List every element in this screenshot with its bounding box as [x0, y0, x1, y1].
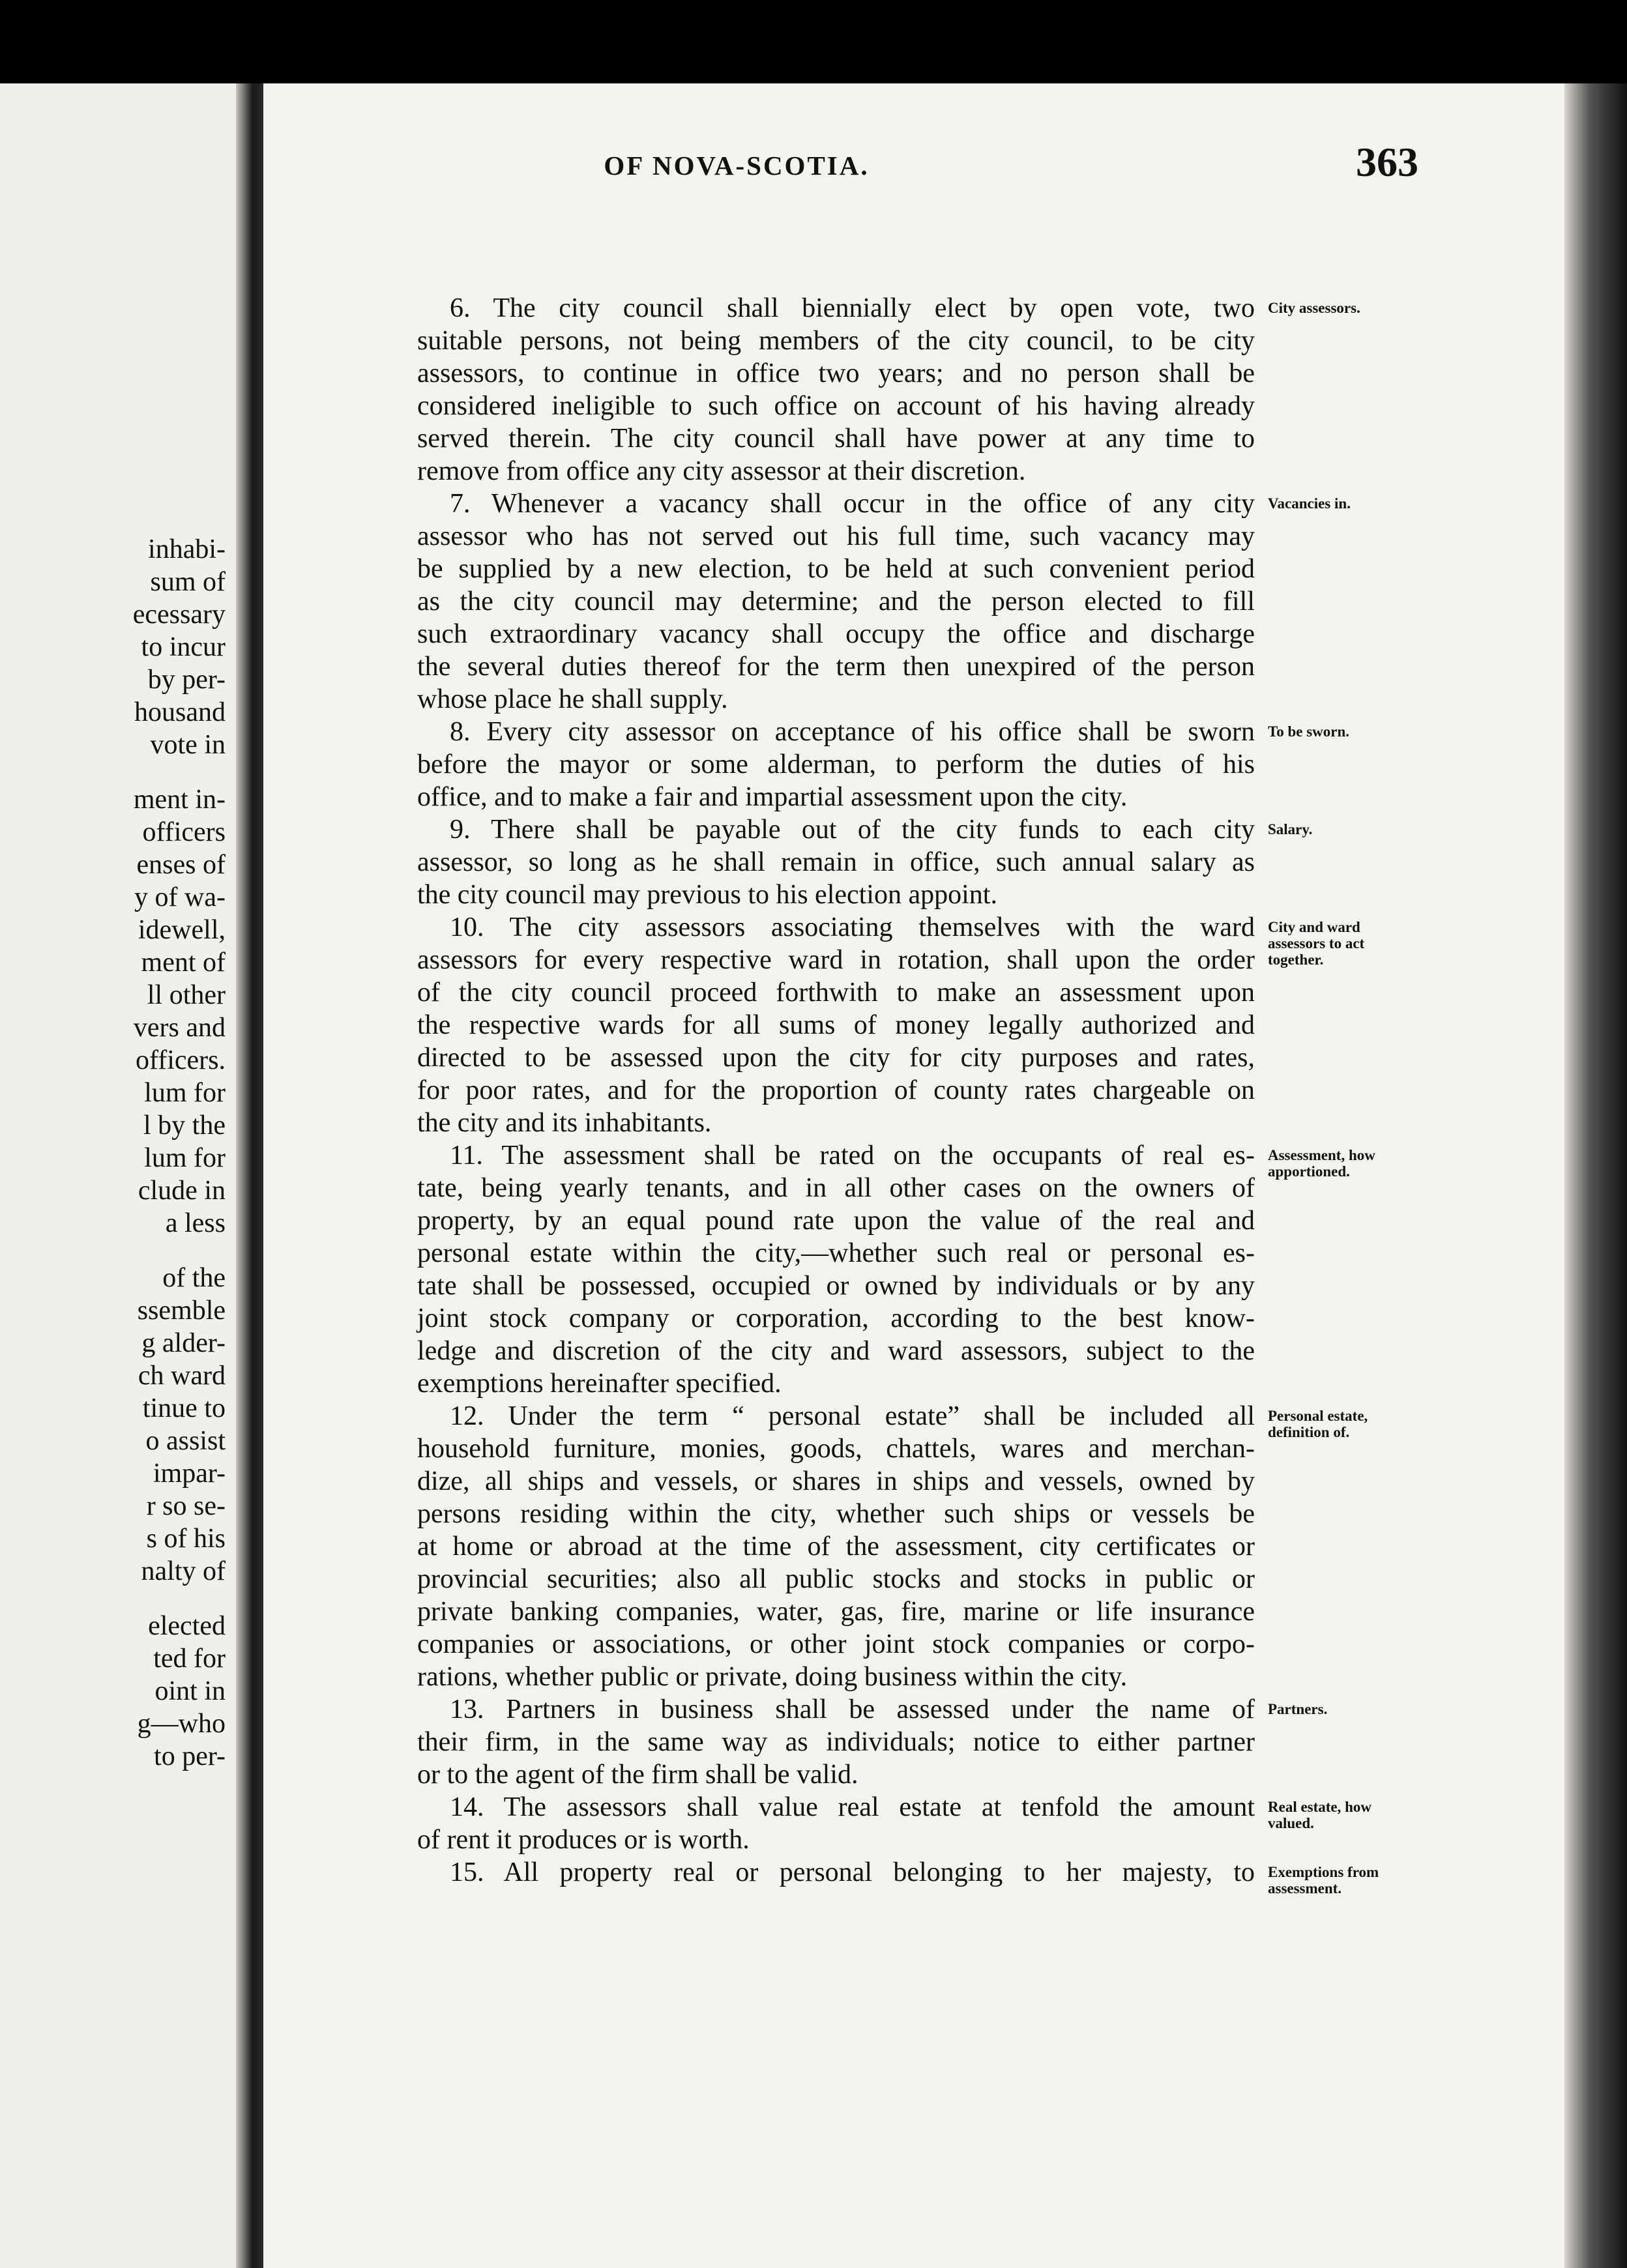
text-line: of the city council proceed forthwith to make an assessment upon	[417, 978, 1255, 1008]
text-line: assessor, so long as he shall remain in office, such annual salary as	[417, 847, 1255, 877]
text-line: dize, all ships and vessels, or shares in ships and vessels, owned by	[417, 1466, 1255, 1496]
text-line: assessors for every respective ward in rotation, shall upon the order	[417, 945, 1255, 975]
text-line: the several duties thereof for the term then unexpired of the person	[417, 652, 1255, 682]
text-line: property, by an equal pound rate upon the value of the real and	[417, 1206, 1255, 1236]
text-line: office, and to make a fair and impartial assessment upon the city.	[417, 782, 1128, 812]
left-page-text-fragment: g alder-	[141, 1328, 226, 1358]
marginal-note: Partners.	[1268, 1701, 1328, 1717]
left-page-text-fragment: vote in	[150, 730, 226, 760]
text-line: companies or associations, or other joint stock companies or corpo-	[417, 1629, 1255, 1659]
text-line: directed to be assessed upon the city for city purposes and rates,	[417, 1043, 1255, 1073]
text-line: provincial securities; also all public stocks and stocks in public or	[417, 1564, 1255, 1594]
text-line: rations, whether public or private, doing business within the city.	[417, 1662, 1128, 1692]
left-page-text-fragment: enses of	[136, 850, 226, 880]
text-line: ledge and discretion of the city and ward assessors, subject to the	[417, 1336, 1255, 1366]
text-line: be supplied by a new election, to be held at such convenient period	[417, 554, 1255, 584]
text-line: household furniture, monies, goods, chattels, wares and merchan-	[417, 1434, 1255, 1464]
left-page-text-fragment: ted for	[153, 1644, 226, 1674]
text-line: 7. Whenever a vacancy shall occur in the office of any city	[450, 489, 1255, 519]
left-page-text-fragment: a less	[165, 1208, 226, 1238]
left-page-text-fragment: sum of	[150, 567, 226, 597]
marginal-note: City assessors.	[1268, 300, 1360, 316]
text-line: at home or abroad at the time of the assessment, city certificates or	[417, 1532, 1255, 1562]
text-line: assessors, to continue in office two years; and no person shall be	[417, 358, 1255, 388]
text-line: 14. The assessors shall value real estate at tenfold the amount	[450, 1792, 1255, 1822]
left-page-fragment	[0, 83, 236, 2268]
text-line: joint stock company or corporation, according to the best know-	[417, 1303, 1255, 1333]
marginal-note: City and ward assessors to act together.	[1268, 919, 1365, 968]
left-page-text-fragment: officers	[142, 817, 226, 847]
text-line: 8. Every city assessor on acceptance of his office shall be sworn	[450, 717, 1255, 747]
text-line: whose place he shall supply.	[417, 684, 728, 714]
left-page-text-fragment: to incur	[141, 632, 226, 662]
left-page-text-fragment: y of wa-	[134, 882, 226, 912]
text-line: served therein. The city council shall have power at any time to	[417, 424, 1255, 454]
left-page-text-fragment: ch ward	[138, 1361, 226, 1391]
text-line: of rent it produces or is worth.	[417, 1825, 750, 1855]
left-page-text-fragment: r so se-	[146, 1491, 226, 1521]
text-line: suitable persons, not being members of the city council, to be city	[417, 326, 1255, 356]
left-page-text-fragment: impar-	[153, 1459, 226, 1489]
left-page-text-fragment: ment of	[141, 948, 226, 978]
left-page-text-fragment: l by the	[143, 1111, 226, 1141]
left-page-text-fragment: oint in	[154, 1676, 226, 1706]
left-page-text-fragment: lum for	[144, 1143, 226, 1173]
text-line: assessor who has not served out his full time, such vacancy may	[417, 521, 1255, 551]
text-line: 11. The assessment shall be rated on the occupants of real es-	[450, 1141, 1255, 1170]
left-page-text-fragment: elected	[148, 1611, 226, 1641]
marginal-note: To be sworn.	[1268, 723, 1350, 740]
left-page-text-fragment: by per-	[147, 665, 226, 695]
marginal-note: Exemptions from assessment.	[1268, 1864, 1379, 1897]
page-number: 363	[1356, 139, 1418, 185]
left-page-text-fragment: clude in	[138, 1176, 226, 1206]
text-line: tate shall be possessed, occupied or owned by individuals or by any	[417, 1271, 1255, 1301]
text-line: exemptions hereinafter specified.	[417, 1369, 782, 1399]
text-line: for poor rates, and for the proportion of county rates chargeable on	[417, 1075, 1255, 1105]
text-line: 13. Partners in business shall be assessed under the name of	[450, 1694, 1255, 1724]
marginal-note: Vacancies in.	[1268, 495, 1351, 512]
page-edge	[1564, 83, 1627, 2268]
text-line: tate, being yearly tenants, and in all other cases on the owners of	[417, 1173, 1255, 1203]
text-line: private banking companies, water, gas, fire, marine or life insurance	[417, 1597, 1255, 1627]
left-page-text-fragment: o assist	[145, 1426, 226, 1456]
left-page-text-fragment: ment in-	[133, 785, 226, 815]
text-line: as the city council may determine; and the person elected to fill	[417, 587, 1255, 617]
text-line: or to the agent of the firm shall be valid.	[417, 1760, 858, 1790]
left-page-text-fragment: lum for	[144, 1078, 226, 1108]
text-line: 12. Under the term “ personal estate” shall be included all	[450, 1401, 1255, 1431]
left-page-text-fragment: ecessary	[132, 600, 226, 630]
text-line: 6. The city council shall biennially elect by open vote, two	[450, 293, 1255, 323]
text-line: considered ineligible to such office on account of his having already	[417, 391, 1255, 421]
text-line: persons residing within the city, whether such ships or vessels be	[417, 1499, 1255, 1529]
left-page-text-fragment: to per-	[154, 1741, 226, 1771]
marginal-note: Assessment, how apportioned.	[1268, 1147, 1375, 1180]
left-page-text-fragment: inhabi-	[148, 534, 226, 564]
left-page-text-fragment: tinue to	[142, 1393, 226, 1423]
text-line: 15. All property real or personal belonging to her majesty, to	[450, 1857, 1255, 1887]
text-line: personal estate within the city,—whether such real or personal es-	[417, 1238, 1255, 1268]
left-page-text-fragment: s of his	[146, 1524, 226, 1554]
running-head: OF NOVA-SCOTIA.	[604, 151, 870, 181]
left-page-text-fragment: vers and	[133, 1013, 226, 1043]
left-page-text-fragment: nalty of	[141, 1556, 226, 1586]
text-line: remove from office any city assessor at their discretion.	[417, 456, 1026, 486]
text-line: the city and its inhabitants.	[417, 1108, 712, 1138]
text-line: 10. The city assessors associating themselves with the ward	[450, 912, 1255, 942]
left-page-text-fragment: of the	[162, 1263, 226, 1293]
text-line: 9. There shall be payable out of the city funds to each city	[450, 815, 1255, 845]
marginal-note: Salary.	[1268, 821, 1313, 837]
left-page-text-fragment: g—who	[137, 1709, 226, 1739]
marginal-note: Real estate, how valued.	[1268, 1799, 1372, 1831]
text-line: their firm, in the same way as individuals; notice to either partner	[417, 1727, 1255, 1757]
text-line: such extraordinary vacancy shall occupy the office and discharge	[417, 619, 1255, 649]
text-line: before the mayor or some alderman, to perform the duties of his	[417, 749, 1255, 779]
text-line: the respective wards for all sums of money legally authorized and	[417, 1010, 1255, 1040]
body-text	[417, 292, 1255, 1889]
marginal-note: Personal estate, definition of.	[1268, 1408, 1368, 1440]
left-page-text-fragment: idewell,	[138, 915, 226, 945]
book-gutter	[236, 83, 263, 2268]
left-page-text-fragment: ll other	[147, 980, 226, 1010]
text-line: the city council may previous to his election appoint.	[417, 880, 997, 910]
left-page-text-fragment: officers.	[136, 1045, 226, 1075]
left-page-text-fragment: housand	[134, 697, 226, 727]
left-page-text-fragment: ssemble	[137, 1296, 226, 1326]
